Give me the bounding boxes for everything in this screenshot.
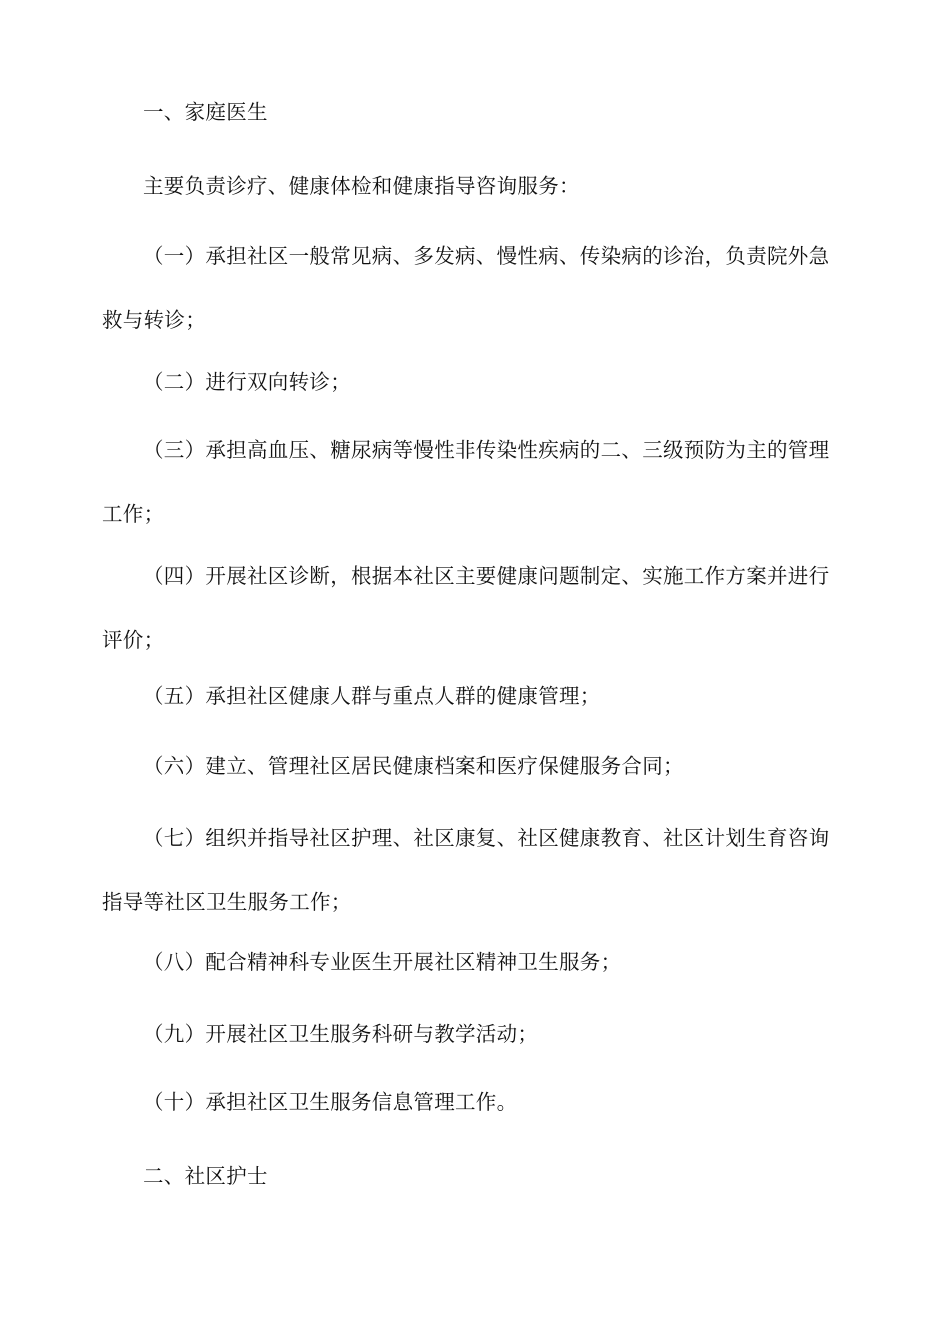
- list-item: （七）组织并指导社区护理、社区康复、社区健康教育、社区计划生育咨询指导等社区卫生服务工作；: [102, 826, 830, 914]
- list-item: （八）配合精神科专业医生开展社区精神卫生服务；: [143, 950, 622, 974]
- intro-paragraph: 主要负责诊疗、健康体检和健康指导咨询服务：: [143, 174, 580, 198]
- section-heading-community-nurse: 二、社区护士: [143, 1164, 268, 1188]
- section-heading-family-doctor: 一、家庭医生: [143, 100, 268, 124]
- list-item: （四）开展社区诊断，根据本社区主要健康问题制定、实施工作方案并进行评价；: [102, 564, 830, 652]
- list-item: （二）进行双向转诊；: [143, 370, 351, 394]
- list-item: （六）建立、管理社区居民健康档案和医疗保健服务合同；: [143, 754, 684, 778]
- list-item: （十）承担社区卫生服务信息管理工作。: [143, 1090, 518, 1114]
- list-item: （三）承担高血压、糖尿病等慢性非传染性疾病的二、三级预防为主的管理工作；: [102, 438, 830, 526]
- list-item: （五）承担社区健康人群与重点人群的健康管理；: [143, 684, 601, 708]
- list-item: （一）承担社区一般常见病、多发病、慢性病、传染病的诊治，负责院外急救与转诊；: [102, 244, 830, 332]
- list-item: （九）开展社区卫生服务科研与教学活动；: [143, 1022, 539, 1046]
